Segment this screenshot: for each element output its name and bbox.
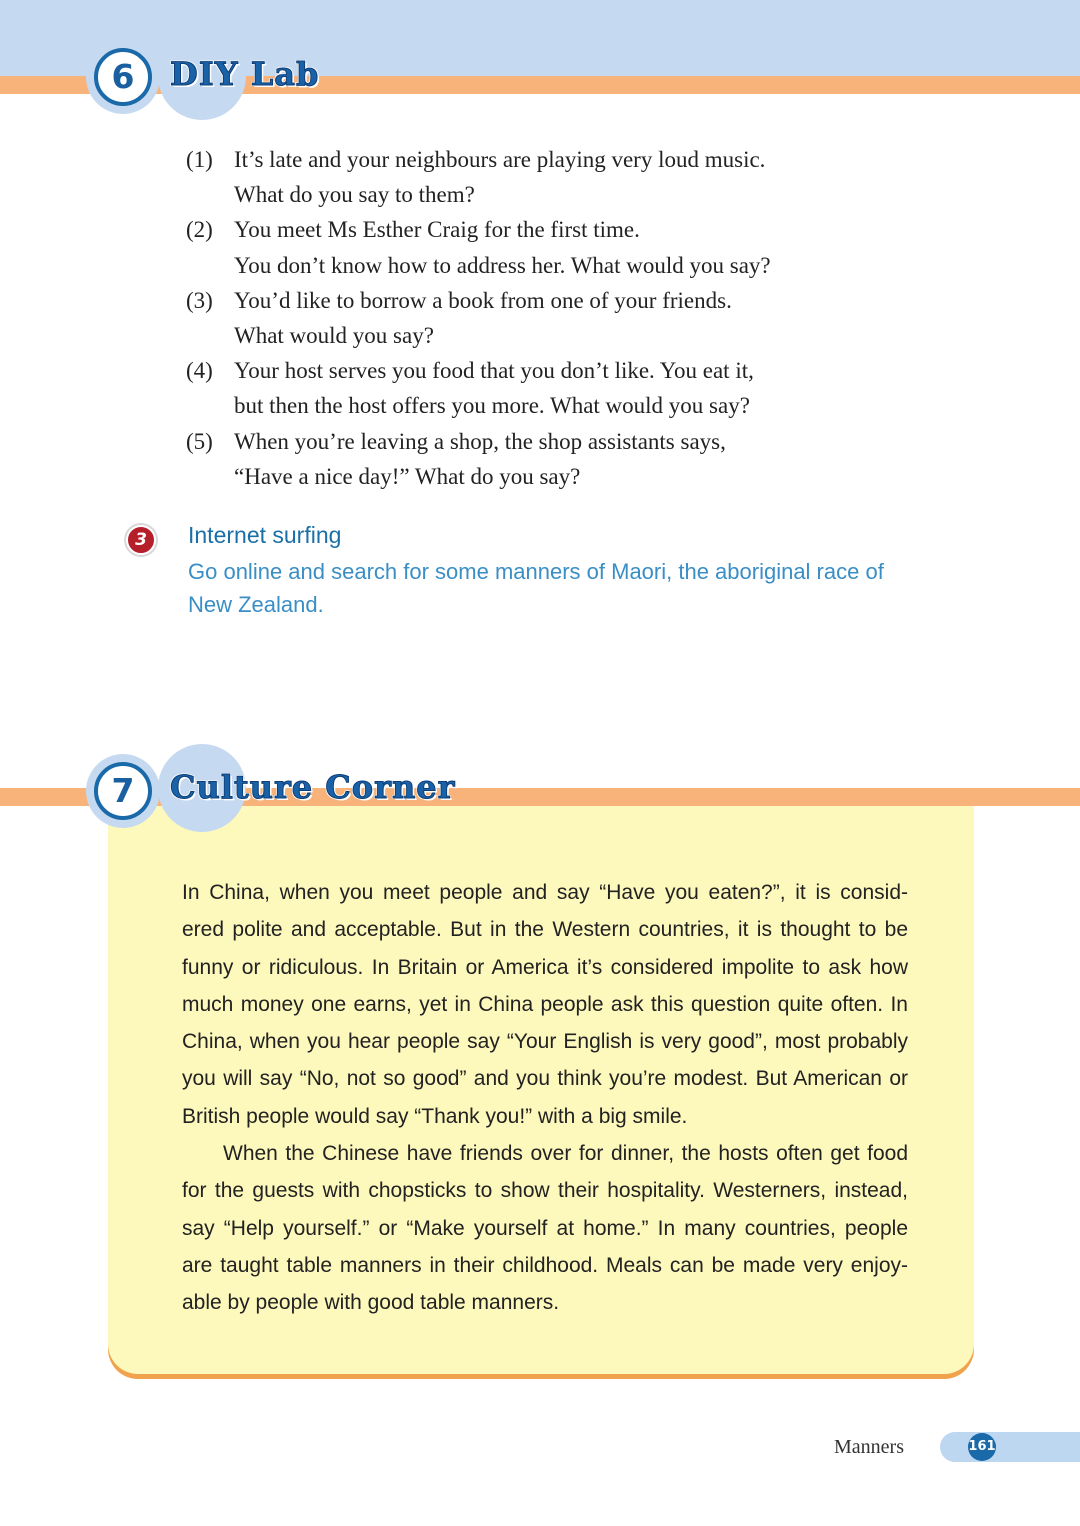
question-number: (1) [186,147,213,172]
footer-chapter-label: Manners [834,1436,904,1458]
task-line: Go online and search for some manners of Maori, the aboriginal race of [188,559,884,584]
question-list [186,142,886,494]
question-item [186,212,886,282]
question-line: You’d like to borrow a book from one of your friends. [234,287,732,313]
question-line: What do you say to them? [234,182,475,208]
question-line: You don’t know how to address her. What would you say? [234,252,771,278]
culture-line: When the Chinese have friends over for dinner, the hosts often get food [223,1142,908,1166]
question-line: but then the host offers you more. What would you say? [234,393,750,419]
culture-line: British people would say “Thank you!” with a big smile. [182,1104,688,1128]
question-item [186,353,886,423]
culture-line: funny or ridiculous. In Britain or America it’s considered impolite to ask how [182,955,908,979]
question-line: When you’re leaving a shop, the shop assistants says, [234,428,726,454]
footer-tab [940,1432,1080,1462]
question-number: (3) [186,287,213,313]
section-7-title: Culture Corner [170,768,456,806]
question-number: (5) [186,428,213,454]
culture-line: for the guests with chopsticks to show their hospitality. Westerners, instead, [182,1179,908,1203]
question-line: Your host serves you food that you don’t like. You eat it, [234,358,754,384]
question-item [186,142,886,212]
culture-line: say “Help yourself.” or “Make yourself at home.” In many countries, people [182,1216,908,1240]
culture-line: able by people with good table manners. [182,1291,560,1315]
task-description [188,555,928,621]
task-title: Internet surfing [188,522,342,548]
culture-line: China, when you hear people say “Your English is very good”, most probably [182,1030,908,1054]
section-7-number-badge: 7 [94,762,152,820]
task-number-badge: 3 [126,525,156,555]
culture-line: In China, when you meet people and say “Have you eaten?”, it is consid- [182,881,908,904]
question-line: What would you say? [234,323,434,349]
question-line: It’s late and your neighbours are playing very loud music. [234,147,766,172]
culture-line: much money one earns, yet in China people ask this question quite often. In [182,992,908,1016]
task-line: New Zealand. [188,592,324,617]
question-number: (4) [186,358,213,384]
question-line: “Have a nice day!” What do you say? [234,463,581,489]
page-number: 161 [968,1433,996,1461]
culture-line: ered polite and acceptable. But in the Western countries, it is thought to be [182,918,908,942]
section-6-number-badge: 6 [94,48,152,106]
section-6-title: DIY Lab [170,55,320,93]
culture-corner-text [182,874,908,1322]
question-number: (2) [186,217,213,243]
question-line: You meet Ms Esther Craig for the first time. [234,217,640,243]
culture-line: are taught table manners in their childhood. Meals can be made very enjoy- [182,1253,908,1277]
question-item [186,424,886,494]
question-item [186,283,886,353]
culture-line: you will say “No, not so good” and you think you’re modest. But American or [182,1067,908,1091]
